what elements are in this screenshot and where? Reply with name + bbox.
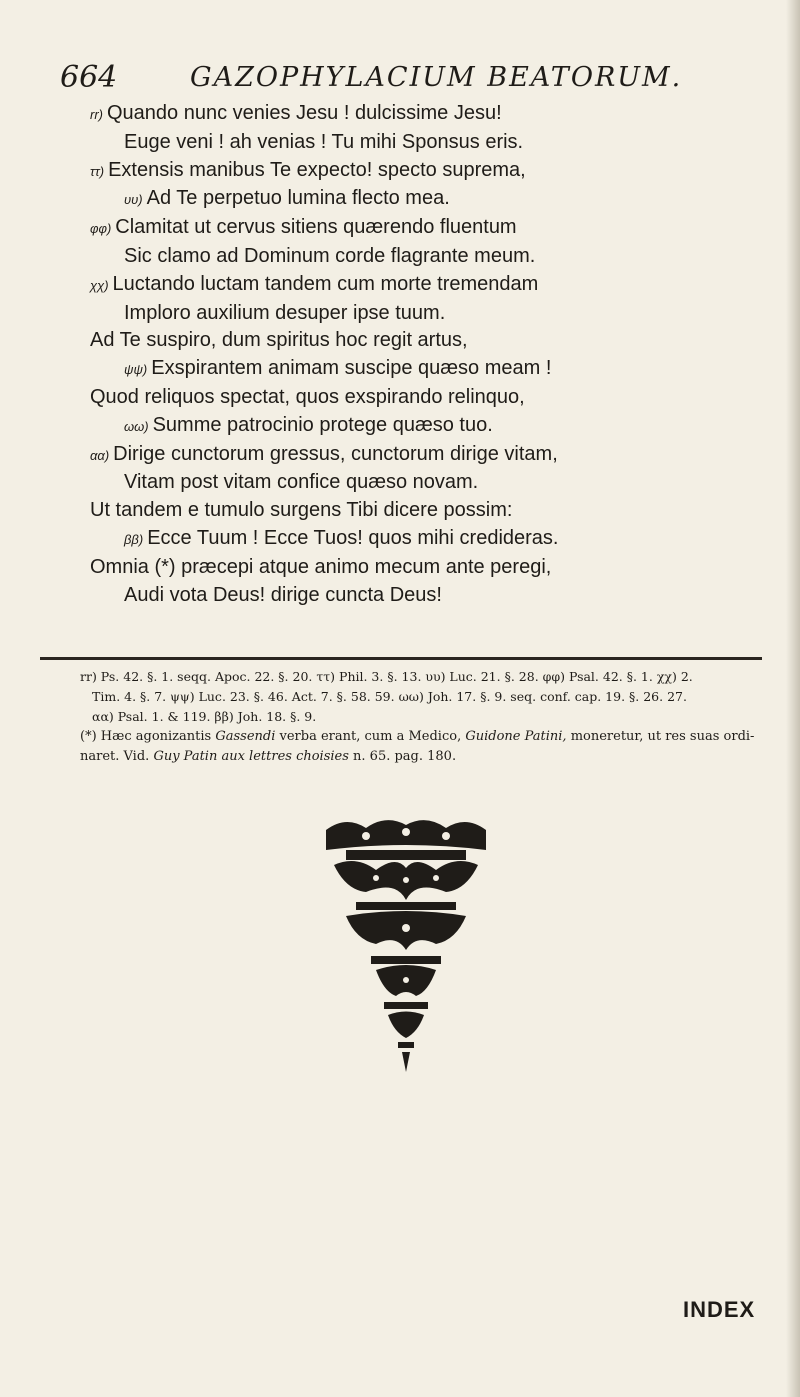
star-note-italic: Gassendi (215, 729, 276, 744)
poem-line-text: Dirige cunctorum gressus, cunctorum dirige vitam, (113, 442, 558, 465)
poem-line (90, 582, 770, 610)
poem-line-text: Quando nunc venies Jesu ! dulcissime Jesu! (107, 102, 502, 124)
poem-line-text: Ut tandem e tumulo surgens Tibi dicere possim: (90, 499, 513, 522)
running-head: GAZOPHYLACIUM BEATORUM. (190, 62, 683, 93)
star-note-line-1 (80, 727, 770, 747)
poem-line-text: Ecce Tuum ! Ecce Tuos! quos mihi credideras. (147, 526, 559, 549)
poem-line (90, 412, 770, 441)
poem-line (90, 525, 770, 554)
poem-line-text: Imploro auxilium desuper ipse tuum. (124, 301, 446, 324)
poem-line-text: Audi vota Deus! dirige cuncta Deus! (124, 583, 442, 606)
footnote-marker: αα) (90, 447, 110, 463)
poem-line (90, 243, 770, 271)
poem-line-text: Luctando luctam tandem cum morte tremendam (112, 272, 539, 295)
star-note-text: n. 65. pag. 180. (348, 749, 457, 764)
poem-line-text: Ad Te suspiro, dum spiritus hoc regit artus, (90, 329, 468, 352)
poem-line-text: Omnia (*) præcepi atque animo mecum ante peregi, (90, 555, 552, 578)
poem-line-text: Vitam post vitam confice quæso novam. (124, 471, 479, 494)
star-note-line-2 (80, 747, 770, 767)
poem-line-text: Euge veni ! ah venias ! Tu mihi Sponsus eris. (124, 130, 524, 153)
star-note-text: naret. Vid. (80, 749, 154, 764)
poem-body (90, 100, 770, 609)
star-note-italic: Guy Patin aux lettres choisies (153, 749, 349, 764)
poem-line (90, 355, 770, 384)
star-note-italic: Guidone Patini, (465, 729, 567, 744)
poem-line (90, 157, 770, 186)
footnote-marker: rr) (90, 107, 103, 122)
poem-line (90, 185, 770, 214)
poem-line (90, 327, 770, 355)
poem-line (90, 129, 770, 157)
footnote-marker: ψψ) (124, 362, 148, 378)
footnote-line: rr) Ps. 42. §. 1. seqq. Apoc. 22. §. 20. ττ) Phil. 3. §. 13. υυ) Luc. 21. §. 28. φφ) Psal. 42. §. 1. χχ) 2. (80, 669, 693, 684)
footnote-marker: ωω) (124, 418, 149, 434)
poem-line (90, 214, 770, 243)
poem-line-text: Extensis manibus Te expecto! specto suprema, (108, 158, 526, 181)
star-note (80, 727, 770, 767)
footnote-marker: ττ) (90, 163, 105, 179)
poem-line-text: Summe patrocinio protege quæso tuo. (152, 413, 493, 436)
footnote-rule (40, 657, 762, 660)
poem-line-text: Sic clamo ad Dominum corde flagrante meum. (124, 244, 536, 267)
poem-line (90, 441, 770, 470)
poem-line-text: Clamitat ut cervus sitiens quærendo fluentum (115, 216, 517, 239)
star-note-text: moneretur, ut res suas ordi- (566, 729, 755, 744)
poem-line-text: Exspirantem animam suscipe quæso meam ! (151, 357, 552, 380)
footnote-line: αα) Psal. 1. & 119. ββ) Joh. 18. §. 9. (92, 709, 317, 724)
footnote-line: Tim. 4. §. 7. ψψ) Luc. 23. §. 46. Act. 7. §. 58. 59. ωω) Joh. 17. §. 9. seq. conf. cap. 19. §. 26. 27. (92, 689, 687, 704)
footnote-marker: υυ) (124, 192, 143, 208)
poem-line-text: Quod reliquos spectat, quos exspirando relinquo, (90, 385, 525, 408)
poem-line (90, 497, 770, 525)
star-note-text: verba erant, cum a Medico, (275, 729, 466, 744)
page-header (60, 58, 720, 98)
poem-line (90, 300, 770, 328)
poem-line (90, 384, 770, 412)
catchword: INDEX (683, 1297, 756, 1322)
footnote-marker: ββ) (124, 531, 144, 547)
footnotes (80, 667, 770, 727)
poem-line-text: Ad Te perpetuo lumina flecto mea. (146, 187, 450, 210)
poem-line (90, 469, 770, 497)
footnote-marker: φφ) (90, 221, 112, 237)
footnote-marker: χχ) (90, 277, 109, 293)
star-note-text: (*) Hæc agonizantis (80, 729, 216, 744)
tailpiece-ornament-icon (316, 810, 496, 1080)
page-number: 664 (60, 60, 118, 95)
poem-line (90, 554, 770, 582)
poem-line (90, 100, 770, 129)
page-edge-shadow (786, 0, 800, 1397)
poem-line (90, 271, 770, 300)
